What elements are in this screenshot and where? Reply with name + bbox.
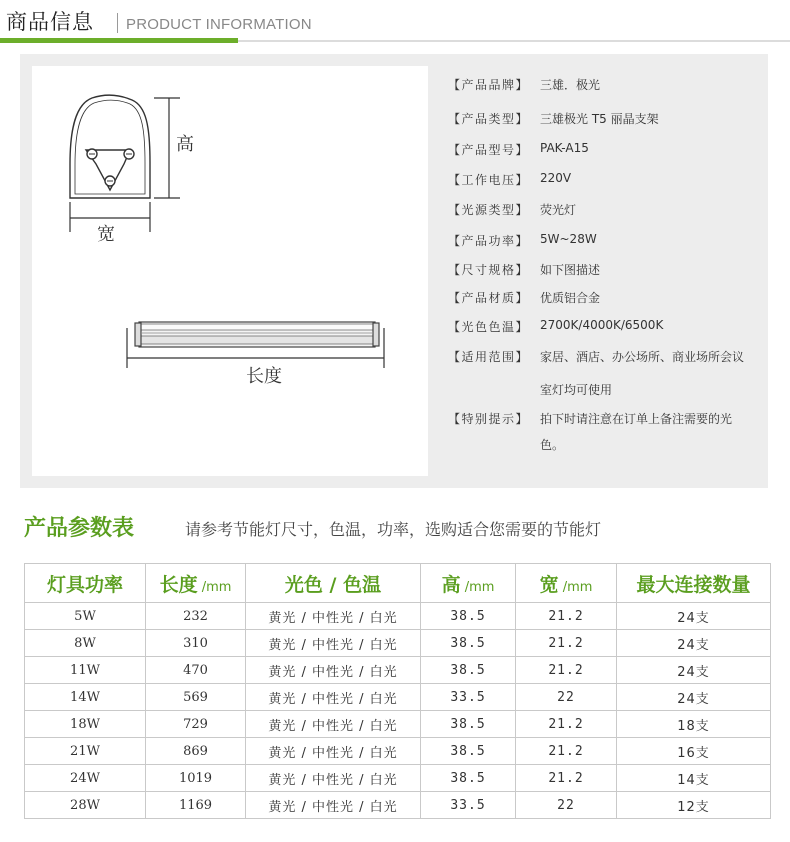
- cell-length: 232: [146, 603, 246, 630]
- spec-value: 三雄．极光: [540, 78, 601, 92]
- cell-power: 5W: [25, 603, 146, 630]
- cell-light-color: 黄光 / 中性光 / 白光: [246, 630, 421, 657]
- cell-max-connect: 18支: [617, 711, 771, 738]
- table-title: 产品参数表: [24, 516, 135, 541]
- spec-value: PAK-A15: [540, 141, 589, 155]
- length-label: 长度: [246, 366, 282, 387]
- cell-width: 21.2: [516, 603, 617, 630]
- spec-key: 【产品品牌】: [448, 78, 530, 92]
- product-info-panel: [20, 54, 768, 488]
- tube-body: [135, 322, 379, 347]
- cell-length: 869: [146, 738, 246, 765]
- table-row: [25, 657, 771, 684]
- spec-value: 优质铝合金: [540, 291, 601, 305]
- spec-key: 【光源类型】: [448, 203, 530, 217]
- table-subtitle: 请参考节能灯尺寸，色温，功率，选购适合您需要的节能灯: [185, 520, 602, 539]
- height-label: 高: [176, 134, 194, 155]
- spec-value: 如下图描述: [540, 263, 601, 277]
- column-header: 宽 /mm: [516, 564, 617, 603]
- cell-length: 470: [146, 657, 246, 684]
- table-row: [25, 792, 771, 819]
- cell-length: 1019: [146, 765, 246, 792]
- spec-key: 【产品功率】: [448, 234, 530, 248]
- spec-value: 家居、酒店、办公场所、商业场所会议室灯均可使用: [540, 350, 745, 397]
- cell-width: 21.2: [516, 657, 617, 684]
- cell-power: 21W: [25, 738, 146, 765]
- cell-max-connect: 24支: [617, 657, 771, 684]
- spec-key: 【适用范围】: [448, 350, 530, 364]
- cell-length: 729: [146, 711, 246, 738]
- spec-key: 【特别提示】: [448, 412, 530, 426]
- accent-underline: [0, 38, 238, 43]
- cell-max-connect: 12支: [617, 792, 771, 819]
- spec-key: 【产品类型】: [448, 112, 530, 126]
- cell-max-connect: 24支: [617, 684, 771, 711]
- cell-height: 33.5: [421, 684, 516, 711]
- cell-light-color: 黄光 / 中性光 / 白光: [246, 657, 421, 684]
- cell-length: 1169: [146, 792, 246, 819]
- cell-length: 310: [146, 630, 246, 657]
- cell-power: 24W: [25, 765, 146, 792]
- spec-value: 220V: [540, 171, 572, 185]
- spec-key: 【产品型号】: [448, 143, 530, 157]
- table-row: [25, 684, 771, 711]
- spec-key: 【工作电压】: [448, 173, 530, 187]
- cell-width: 21.2: [516, 630, 617, 657]
- spec-value: 拍下时请注意在订单上备注需要的光色。: [540, 412, 733, 452]
- cell-height: 38.5: [421, 711, 516, 738]
- table-header-row: [25, 564, 771, 603]
- table-row: [25, 711, 771, 738]
- cell-light-color: 黄光 / 中性光 / 白光: [246, 765, 421, 792]
- column-header: 灯具功率: [25, 564, 146, 603]
- column-header: 高 /mm: [421, 564, 516, 603]
- cell-height: 38.5: [421, 657, 516, 684]
- column-header: 光色 / 色温: [246, 564, 421, 603]
- cell-length: 569: [146, 684, 246, 711]
- section-title-cn: 商品信息: [6, 10, 94, 34]
- spec-key: 【产品材质】: [448, 291, 530, 305]
- width-label: 宽: [97, 224, 115, 245]
- cell-max-connect: 24支: [617, 630, 771, 657]
- cell-height: 38.5: [421, 765, 516, 792]
- section-title-en: PRODUCT INFORMATION: [126, 16, 312, 33]
- table-row: [25, 630, 771, 657]
- cell-power: 11W: [25, 657, 146, 684]
- dimension-illustration: [32, 66, 428, 476]
- header-rule: [238, 40, 790, 42]
- cell-light-color: 黄光 / 中性光 / 白光: [246, 792, 421, 819]
- cell-max-connect: 16支: [617, 738, 771, 765]
- cell-power: 18W: [25, 711, 146, 738]
- cell-height: 33.5: [421, 792, 516, 819]
- end-cap-profile: [70, 95, 150, 198]
- column-header: 长度 /mm: [146, 564, 246, 603]
- fixture-diagram: [32, 66, 428, 476]
- spec-value: 三雄极光 T5 丽晶支架: [540, 112, 659, 126]
- cell-light-color: 黄光 / 中性光 / 白光: [246, 711, 421, 738]
- section-header: [0, 0, 790, 46]
- title-divider: [117, 13, 118, 33]
- spec-key: 【光色色温】: [448, 320, 530, 334]
- parameter-table: [24, 563, 771, 819]
- cell-height: 38.5: [421, 738, 516, 765]
- cell-width: 21.2: [516, 711, 617, 738]
- cell-width: 21.2: [516, 738, 617, 765]
- cell-width: 21.2: [516, 765, 617, 792]
- cell-width: 22: [516, 792, 617, 819]
- table-row: [25, 765, 771, 792]
- cell-width: 22: [516, 684, 617, 711]
- cell-max-connect: 24支: [617, 603, 771, 630]
- cell-light-color: 黄光 / 中性光 / 白光: [246, 738, 421, 765]
- spec-value: 2700K/4000K/6500K: [540, 318, 664, 332]
- spec-value: 荧光灯: [540, 203, 577, 217]
- cell-power: 28W: [25, 792, 146, 819]
- cell-height: 38.5: [421, 630, 516, 657]
- table-row: [25, 738, 771, 765]
- cell-light-color: 黄光 / 中性光 / 白光: [246, 603, 421, 630]
- cell-light-color: 黄光 / 中性光 / 白光: [246, 684, 421, 711]
- cell-power: 8W: [25, 630, 146, 657]
- column-header: 最大连接数量: [617, 564, 771, 603]
- spec-value: 5W~28W: [540, 232, 597, 246]
- cell-max-connect: 14支: [617, 765, 771, 792]
- spec-key: 【尺寸规格】: [448, 263, 530, 277]
- cell-height: 38.5: [421, 603, 516, 630]
- table-row: [25, 603, 771, 630]
- cell-power: 14W: [25, 684, 146, 711]
